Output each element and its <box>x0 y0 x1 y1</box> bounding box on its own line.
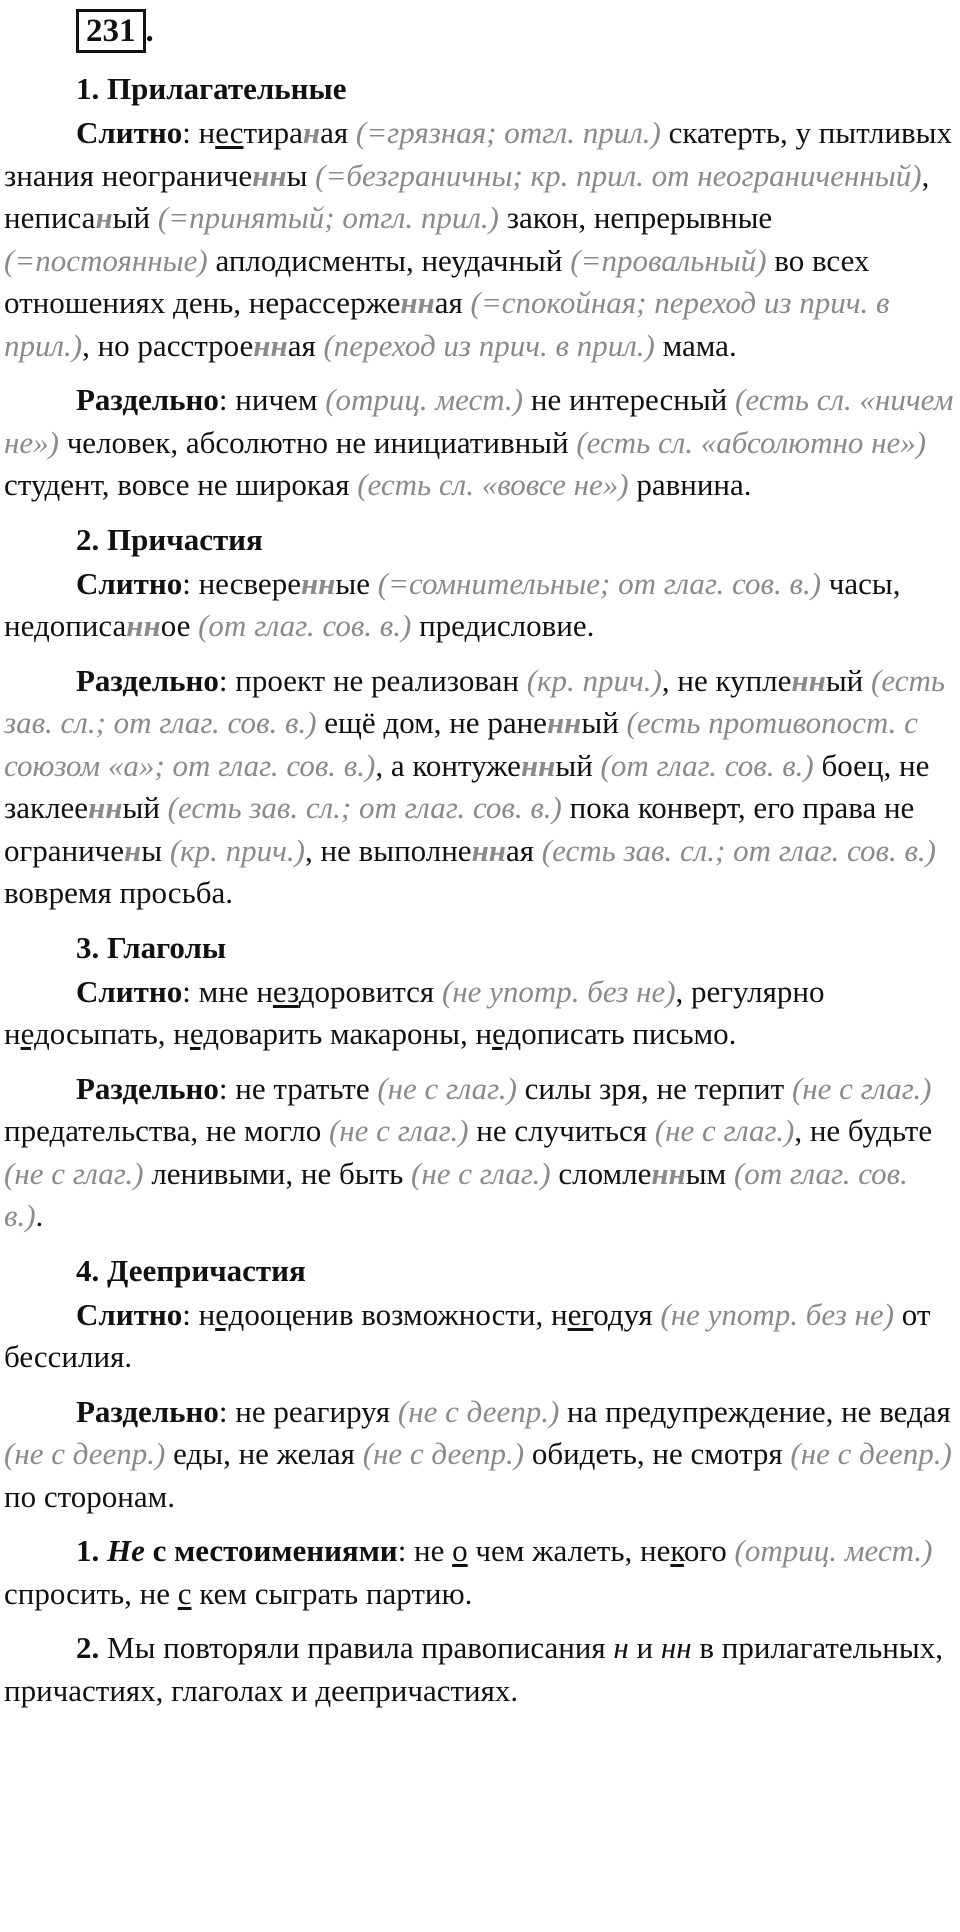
doubled-letter-highlight: нн <box>88 790 123 825</box>
doubled-letter-highlight: нн <box>791 662 826 698</box>
text-run: , неписа <box>4 157 930 235</box>
grammar-comment: (не с глаг.) <box>791 1070 932 1106</box>
text-run: ый <box>112 200 158 235</box>
text-run: часы, недописа <box>4 565 901 643</box>
paragraph-participles-together <box>4 563 954 648</box>
grammar-comment: (от глаг. сов. в.) <box>4 1155 908 1233</box>
grammar-comment: (не с глаг.) <box>328 1113 469 1148</box>
exercise-number-box: 231 <box>76 9 146 53</box>
bold-term: Раздельно <box>76 382 219 417</box>
doubled-letter-highlight: нн <box>400 285 435 320</box>
grammar-comment: (=грязная; отгл. прил.) <box>355 115 661 150</box>
text-run: чем жалеть, не <box>467 1533 671 1568</box>
underlined-morpheme: ед <box>20 1016 50 1051</box>
grammar-comment: (кр. прич.) <box>169 832 305 868</box>
text-run: : ничем <box>218 382 326 417</box>
bold-term: Раздельно <box>76 1070 219 1106</box>
section-heading-participles: 2. Причастия <box>76 521 263 557</box>
grammar-comment: (не с деепр.) <box>362 1436 525 1471</box>
text-run: студент, вовсе не широкая <box>4 467 358 502</box>
italic-term: н <box>613 1630 629 1665</box>
paragraph-participles-separate <box>4 660 954 915</box>
grammar-comment: (=спокойная; переход из прич. в прил.) <box>4 285 890 363</box>
text-run: ая <box>320 115 356 150</box>
doubled-letter-highlight: нн <box>126 608 161 643</box>
text-run: ые <box>335 565 378 601</box>
text-run: еды, не желая <box>165 1436 363 1471</box>
text-run: , регулярно н <box>4 973 825 1051</box>
bold-term: Слитно <box>76 565 183 601</box>
section-heading-adjectives: 1. Прилагательные <box>76 71 347 106</box>
underlined-morpheme: о <box>452 1533 468 1568</box>
paragraph-adjectives-separate <box>4 379 954 507</box>
text-run: : не <box>397 1533 453 1568</box>
text-run: , не выполне <box>305 832 472 868</box>
bold-term: Слитно <box>76 973 183 1009</box>
text-run: предисловие. <box>411 608 595 643</box>
text-run: вовремя просьба. <box>4 875 233 910</box>
paragraph-gerunds-together <box>4 1294 954 1379</box>
grammar-comment: (не с глаг.) <box>4 1155 144 1191</box>
text-run: во всех отношениях день, нерассерже <box>4 242 870 320</box>
text-run: равнина. <box>628 467 752 502</box>
grammar-comment: (есть противопост. с союзом «а»; от глаг. сов. в.) <box>4 705 918 783</box>
text-run: , но расстрое <box>82 327 254 363</box>
text-run: силы зря, не терпит <box>516 1070 792 1106</box>
text-run: закон, непрерывные <box>499 200 773 235</box>
exercise-number-line <box>4 8 954 58</box>
text-run: н <box>198 115 216 150</box>
text-run: скатерть, у пытливых знания неограниче <box>4 115 952 193</box>
bold-term: Раздельно <box>76 662 219 698</box>
text-run: по сторонам. <box>4 1478 175 1514</box>
bold-term: с местоимениями <box>144 1533 398 1568</box>
grammar-comment: (=постоянные) <box>4 242 208 278</box>
grammar-comment: (не употр. без не) <box>441 973 676 1009</box>
text-run: в прилагательных, причастиях, глаголах и деепричастиях. <box>4 1630 943 1708</box>
text-run: ый <box>825 662 872 698</box>
grammar-comment: (=безграничны; кр. прил. от неограниченный) <box>315 157 922 193</box>
text-run: ы <box>141 832 170 868</box>
text-run: ого <box>683 1533 735 1568</box>
text-run: предательства, не могло <box>4 1113 329 1148</box>
text-run: человек, абсолютно не инициативный <box>58 424 577 460</box>
text-run: боец, не заклее <box>4 747 930 825</box>
paragraph-gerunds-separate <box>4 1391 954 1519</box>
text-run: : н <box>182 1296 216 1332</box>
text-run: не интересный <box>523 382 736 417</box>
exercise-number-dot: . <box>145 13 154 49</box>
text-run: оварить макароны, н <box>219 1016 493 1051</box>
bold-term: Слитно <box>76 115 183 150</box>
text-run: от бессилия. <box>4 1296 931 1374</box>
paragraph-summary-task <box>4 1627 954 1712</box>
underlined-morpheme: ес <box>215 115 244 150</box>
text-run: ый <box>555 747 601 783</box>
grammar-comment: (не с глаг.) <box>377 1070 517 1106</box>
doubled-letter-highlight: нн <box>520 747 556 783</box>
doubled-letter-highlight: н <box>124 832 142 868</box>
underlined-morpheme: ег <box>567 1296 594 1332</box>
text-run: ым <box>685 1155 734 1191</box>
text-run: ое <box>160 608 199 643</box>
text-run: осыпать, н <box>49 1016 190 1051</box>
grammar-comment: (переход из прич. в прил.) <box>323 327 655 363</box>
grammar-comment: (отриц. мест.) <box>734 1533 933 1568</box>
text-run: на предупреждение, не ведая <box>559 1393 951 1429</box>
text-run: : мне н <box>182 973 273 1009</box>
text-run: : <box>182 115 199 150</box>
text-run: . <box>35 1198 44 1233</box>
grammar-comment: (от глаг. сов. в.) <box>600 747 814 783</box>
text-run: ленивыми, не быть <box>143 1155 412 1191</box>
text-run: и <box>628 1630 661 1665</box>
paragraph-pronouns-task <box>4 1530 954 1615</box>
underlined-morpheme: ез <box>272 973 299 1009</box>
bold-term: Раздельно <box>76 1393 219 1429</box>
text-run: пока конверт, его права не ограниче <box>4 790 915 868</box>
text-run: ый <box>581 705 627 740</box>
bold-italic-term: Не <box>107 1533 145 1568</box>
text-run: ооценив возможности, н <box>244 1296 568 1332</box>
text-run: ый <box>122 790 168 825</box>
underlined-morpheme: с <box>177 1575 192 1611</box>
section-heading-verbs: 3. Глаголы <box>76 929 227 965</box>
text-run: , не будьте <box>794 1113 933 1148</box>
text-run: описать письмо. <box>521 1016 737 1051</box>
grammar-comment: (не с деепр.) <box>790 1436 952 1471</box>
grammar-comment: (есть зав. сл.; от глаг. сов. в.) <box>4 662 945 740</box>
text-run: , не купле <box>661 662 792 698</box>
bold-term: 1. <box>76 1533 107 1568</box>
text-run: сломле <box>550 1155 652 1191</box>
grammar-comment: (есть сл. «вовсе не») <box>357 467 629 502</box>
doubled-letter-highlight: н <box>302 115 321 150</box>
grammar-comment: (кр. прич.) <box>526 662 662 698</box>
text-run: ая <box>287 327 324 363</box>
bold-term: Слитно <box>76 1296 183 1332</box>
text-run: Мы повторяли правила правописания <box>99 1630 614 1665</box>
text-run: тира <box>243 115 303 150</box>
doubled-letter-highlight: н <box>95 200 113 235</box>
paragraph-verbs-together <box>4 971 954 1056</box>
text-run: мама. <box>654 327 737 363</box>
doubled-letter-highlight: нн <box>252 157 287 193</box>
grammar-comment: (есть сл. «ничем не») <box>4 382 954 460</box>
text-run: доровится <box>298 973 442 1009</box>
text-run: одуя <box>593 1296 661 1332</box>
underlined-morpheme: ед <box>492 1016 522 1051</box>
grammar-comment: (не с глаг.) <box>654 1113 795 1148</box>
underlined-morpheme: ед <box>189 1016 220 1051</box>
underlined-morpheme: ед <box>215 1296 245 1332</box>
grammar-comment: (не употр. без не) <box>660 1296 895 1332</box>
text-run: : не тратьте <box>218 1070 378 1106</box>
doubled-letter-highlight: нн <box>651 1155 686 1191</box>
grammar-comment: (отриц. мест.) <box>325 382 524 417</box>
grammar-comment: (от глаг. сов. в.) <box>198 608 412 643</box>
doubled-letter-highlight: нн <box>253 327 288 363</box>
paragraph-verbs-separate <box>4 1068 954 1238</box>
section-heading-gerunds: 4. Деепричастия <box>76 1252 306 1288</box>
grammar-comment: (есть сл. «абсолютно не») <box>576 424 927 460</box>
grammar-comment: (не с глаг.) <box>411 1155 551 1191</box>
text-run: аплодисменты, неудачный <box>207 242 571 278</box>
grammar-comment: (=сомнительные; от глаг. сов. в.) <box>377 565 822 601</box>
doubled-letter-highlight: нн <box>546 705 582 740</box>
grammar-comment: (есть зав. сл.; от глаг. сов. в.) <box>167 790 562 825</box>
text-run: : не реагируя <box>218 1393 398 1429</box>
text-run: : проект не реализован <box>218 662 527 698</box>
text-run: ы <box>286 157 316 193</box>
grammar-comment: (есть зав. сл.; от глаг. сов. в.) <box>541 832 936 868</box>
text-run: , а контуже <box>375 747 521 783</box>
grammar-comment: (не с деепр.) <box>397 1393 560 1429</box>
text-run: спросить, не <box>4 1575 178 1611</box>
text-run: не случиться <box>468 1113 655 1148</box>
underlined-morpheme: к <box>670 1533 684 1568</box>
text-run: ая <box>506 832 542 868</box>
grammar-comment: (=провальный) <box>570 242 767 278</box>
text-run: ая <box>434 285 471 320</box>
text-run: : несвере <box>182 565 301 601</box>
text-run: ещё дом, не ране <box>316 705 547 740</box>
paragraph-adjectives-together <box>4 112 954 367</box>
bold-term: 2. <box>76 1630 100 1665</box>
text-run: кем сыграть партию. <box>191 1575 473 1611</box>
italic-term: нн <box>660 1630 692 1665</box>
grammar-comment: (=принятый; отгл. прил.) <box>157 200 499 235</box>
text-run: обидеть, не смотря <box>524 1436 791 1471</box>
doubled-letter-highlight: нн <box>471 832 506 868</box>
doubled-letter-highlight: нн <box>300 565 336 601</box>
grammar-comment: (не с деепр.) <box>4 1436 166 1471</box>
